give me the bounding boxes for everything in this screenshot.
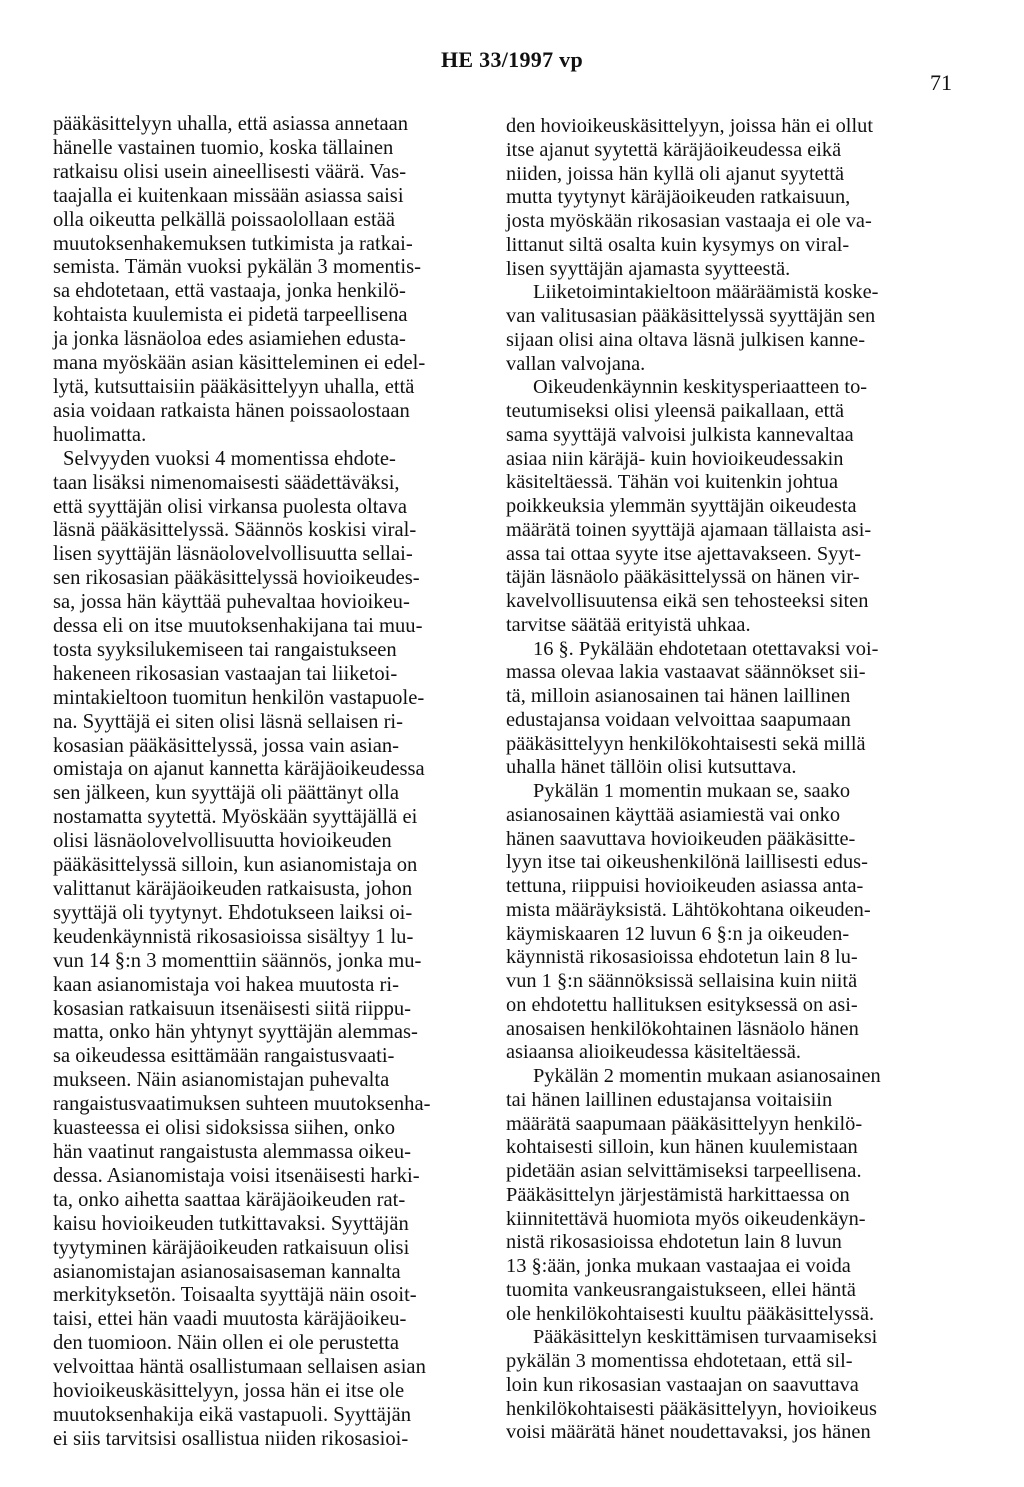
text-line: käsiteltäessä. Tähän voi kuitenkin johtua [506,471,839,494]
text-line: sa ehdotetaan, että vastaaja, jonka henkilö- [53,280,406,303]
text-line: uhalla hänet tällöin olisi kutsuttava. [506,756,797,779]
text-line: määrätä toinen syyttäjä ajamaan tällaista asi- [506,518,872,541]
text-line: sijaan olisi aina oltava läsnä julkisen kanne- [506,328,865,351]
text-line: mista määräyksistä. Lähtökohtana oikeuden- [506,898,871,921]
page-number: 71 [930,70,952,95]
text-line: ja jonka läsnäoloa edes asiamiehen edusta- [53,328,406,351]
text-line: keudenkäynnistä rikosasioissa sisältyy 1 lu- [53,925,414,948]
text-line: voisi määrätä hänet noudettavaksi, jos hänen [506,1421,871,1444]
text-line: dessa. Asianomistaja voisi itsenäisesti harki- [53,1164,420,1187]
text-line: asianomistajan asianosaisaseman kannalta [53,1260,401,1283]
text-line: josta myöskään rikosasian vastaaja ei ole va- [506,210,872,232]
text-line: valittanut käräjäoikeuden ratkaisusta, johon [53,878,413,900]
text-line: mintakieltoon tuomitun henkilön vastapuole- [53,686,425,709]
text-line: määrätä saapumaan pääkäsittelyyn henkilö- [506,1112,863,1135]
text-line: van valitusasian pääkäsittelyssä syyttäjän sen [506,305,876,327]
text-line: sama syyttäjä valvoisi julkista kannevaltaa [506,423,854,446]
text-line: matta, onko hän yhtynyt syyttäjän alemmas- [53,1021,418,1044]
text-line: pidetään asian selvittämiseksi tarpeellisena. [506,1160,862,1182]
text-line: Liiketoimintakieltoon määräämistä koske- [533,281,879,304]
text-line: tuomita vankeusrangaistukseen, ellei häntä [506,1278,856,1301]
text-line: semista. Tämän vuoksi pykälän 3 momentis- [53,256,421,279]
left-text-column [53,113,493,1452]
text-line: sen jälkeen, kun syyttäjä oli päättänyt olla [53,782,399,805]
text-line: velvoittaa häntä osallistumaan sellaisen asian [53,1356,426,1379]
text-line: asianosainen käyttää asiamiestä vai onko [506,803,841,826]
text-line: edustajansa voidaan velvoittaa saapumaan [506,708,851,731]
text-line: sa oikeudessa esittämään rangaistusvaati- [53,1045,395,1068]
text-line: teutumiseksi olisi yleensä paikallaan, että [506,400,845,422]
text-line: käynnistä rikosasioissa ehdotetun lain 8 lu- [506,946,858,969]
text-line: nistä rikosasioissa ehdotetun lain 8 luvun [506,1231,842,1254]
text-line: vallan valvojana. [506,352,646,375]
text-line: 13 §:ään, jonka mukaan vastaajaa ei voida [506,1255,851,1277]
text-line: pääkäsittelyyn uhalla, että asiassa annetaan [53,113,409,135]
text-line: kohtaista kuulemista ei pidetä tarpeellisena [53,304,408,327]
text-line: Oikeudenkäynnin keskitysperiaatteen to- [533,376,868,399]
text-line: lisen syyttäjän läsnäolovelvollisuutta sellai- [53,543,413,566]
text-line: ole henkilökohtaisesti kuultu pääkäsittelyssä. [506,1302,875,1325]
text-line: littanut siltä osalta kuin kysymys on viral- [506,233,850,256]
text-line: syyttäjä oli tyytynyt. Ehdotukseen laiksi oi- [53,901,413,924]
text-line: on ehdotettu hallituksen esityksessä on asi- [506,993,858,1016]
text-line: merkityksetön. Toisaalta syyttäjä näin osoit- [53,1284,417,1307]
text-line: pääkäsittelyssä silloin, kun asianomistaja on [53,854,418,877]
text-line: kavelvollisuutensa eikä sen tehosteeksi siten [506,590,869,612]
text-line: muutoksenhakija eikä vastapuoli. Syyttäjän [53,1403,412,1426]
text-line: kohtaisesti silloin, kun hänen kuulemistaan [506,1136,858,1159]
right-text-column [506,115,942,1445]
text-line: tai hänen laillinen edustajansa voitaisiin [506,1088,833,1111]
text-line: ratkaisu olisi usein aineellisesti väärä. Vas- [53,160,407,183]
text-line: että syyttäjän olisi virkansa puolesta oltava [53,495,408,518]
text-line: huolimatta. [53,423,147,446]
text-line: hakeneen rikosasian vastaajan tai liiketoi- [53,662,398,685]
text-line: hänen saavuttava hovioikeuden pääkäsitte- [506,827,856,850]
text-line: Pykälän 1 momentin mukaan se, saako [533,780,851,802]
text-line: asia voidaan ratkaista hänen poissaolostaan [53,399,410,422]
text-line: ei siis tarvitsisi osallistua niiden rikosasioi- [53,1427,409,1450]
text-line: muutoksenhakemuksen tutkimista ja ratkai- [53,232,413,255]
text-line: tosta syyksilukemiseen tai rangaistukseen [53,638,397,661]
text-line: anosaisen henkilökohtainen läsnäolo hänen [506,1017,859,1040]
text-line: itse ajanut syytettä käräjäoikeudessa eikä [506,138,842,161]
text-line: rangaistusvaatimuksen suhteen muutoksenha- [53,1093,431,1116]
text-line: poikkeuksia ylemmän syyttäjän oikeudesta [506,495,857,517]
text-line: lyyn itse tai oikeushenkilönä laillisesti edus- [506,851,868,874]
text-line: tyytyminen käräjäoikeuden ratkaisuun olisi [53,1236,410,1259]
text-line: den tuomioon. Näin ollen ei ole perustetta [53,1332,400,1355]
text-line: hänelle vastainen tuomio, koska tällainen [53,136,394,159]
text-line: lisen syyttäjän ajamasta syytteestä. [506,257,791,280]
text-line: asiaa niin käräjä- kuin hovioikeudessakin [506,447,844,470]
text-line: kaan asianomistaja voi hakea muutosta ri- [53,973,399,996]
text-line: ta, onko aihetta saattaa käräjäoikeuden rat- [53,1188,406,1211]
text-line: pykälän 3 momentissa ehdotetaan, että sil- [506,1350,853,1372]
text-line: massa olevaa lakia vastaavat säännökset sii- [506,661,866,684]
text-line: mukseen. Näin asianomistajan puhevalta [53,1069,390,1092]
text-line: olla oikeutta pelkällä poissaolollaan estää [53,208,395,231]
text-line: taisi, ettei hän vaadi muutosta käräjäoikeu- [53,1308,407,1331]
text-line: vun 1 §:n säännöksissä sellaisina kuin niitä [506,970,858,992]
text-line: den hovioikeuskäsittelyyn, joissa hän ei ollut [506,115,873,137]
text-line: läsnä pääkäsittelyssä. Säännös koskisi viral- [53,519,417,542]
text-line: sen rikosasian pääkäsittelyssä hovioikeudes- [53,567,420,590]
text-line: asiaansa alioikeudessa käsiteltäessä. [506,1041,801,1064]
text-line: assa tai ottaa syyte itse ajettavakseen. Syyt- [506,542,862,565]
text-line: kuasteessa ei olisi sidoksissa siihen, onko [53,1117,396,1140]
text-line: kaisu hovioikeuden tutkittavaksi. Syyttäjän [53,1212,409,1235]
text-line: lytä, kutsuttaisiin pääkäsittelyyn uhalla, että [53,375,415,398]
text-line: 16 §. Pykälään ehdotetaan otettavaksi voi- [533,637,879,660]
text-line: tettuna, riippuisi hovioikeuden asiassa anta- [506,875,864,897]
text-line: hän vaatinut rangaistusta alemmassa oikeu- [53,1140,411,1163]
text-line: tarvitse säätää erityistä uhkaa. [506,613,751,636]
text-line: kosasian ratkaisuun itsenäisesti siitä riippu- [53,997,412,1020]
text-line: käymiskaaren 12 luvun 6 §:n ja oikeuden- [506,922,850,945]
text-line: kiinnitettävä huomiota myös oikeudenkäyn- [506,1207,866,1230]
text-line: omistaja on ajanut kannetta käräjäoikeudessa [53,758,425,781]
text-line: Pääkäsittelyn järjestämistä harkittaessa on [506,1183,850,1206]
text-line: mutta tyytynyt käräjäoikeuden ratkaisuun, [506,186,851,209]
text-line: taajalla ei kuitenkaan missään asiassa saisi [53,184,404,207]
text-line: tä, milloin asianosainen tai hänen laillinen [506,685,851,707]
text-line: niiden, joissa hän kyllä oli ajanut syytettä [506,162,845,185]
text-line: mana myöskään asian käsitteleminen ei edel- [53,352,426,375]
text-line: Selvyyden vuoksi 4 momentissa ehdote- [63,447,396,470]
text-line: hovioikeuskäsittelyyn, jossa hän ei itse ole [53,1380,405,1403]
document-title: HE 33/1997 vp [440,47,584,72]
text-line: pääkäsittelyyn henkilökohtaisesti sekä millä [506,732,866,755]
text-line: henkilökohtaisesti pääkäsittelyyn, hovioikeus [506,1397,877,1420]
text-line: loin kun rikosasian vastaajan on saavuttava [506,1373,859,1396]
text-line: na. Syyttäjä ei siten olisi läsnä sellaisen ri- [53,710,404,733]
text-line: sa, jossa hän käyttää puhevaltaa hovioikeu- [53,591,410,614]
text-line: kosasian pääkäsittelyssä, jossa vain asian- [53,734,400,757]
text-line: Pääkäsittelyn keskittämisen turvaamiseksi [533,1326,878,1349]
text-line: vun 14 §:n 3 momenttiin säännös, jonka mu- [53,949,422,972]
text-line: nostamatta syytettä. Myöskään syyttäjällä ei [53,806,418,829]
text-line: taan lisäksi nimenomaisesti säädettäväksi, [53,471,400,494]
text-line: täjän läsnäolo pääkäsittelyssä on hänen vir- [506,566,860,589]
text-line: Pykälän 2 momentin mukaan asianosainen [533,1065,881,1087]
text-line: olisi läsnäolovelvollisuutta hovioikeuden [53,830,392,853]
text-line: dessa eli on itse muutoksenhakijana tai muu- [53,615,423,638]
